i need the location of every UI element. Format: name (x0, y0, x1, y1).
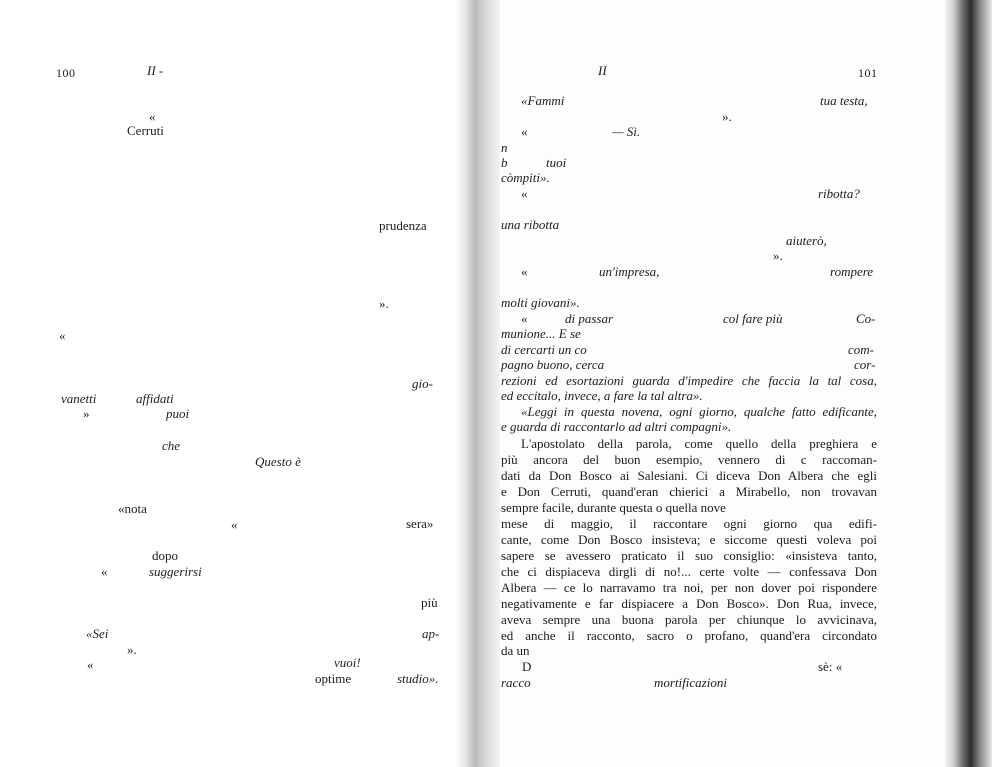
text-fragment: ». (127, 642, 137, 657)
body-line: cante, come Don Bosco insisteva; e siccome questi voleva poi (501, 532, 877, 547)
text-fragment: b (501, 155, 508, 170)
text-fragment: « (521, 186, 528, 201)
running-head-right: II (598, 63, 607, 78)
text-fragment: un'impresa, (599, 264, 660, 279)
text-fragment: rompere (830, 264, 874, 279)
body-line: aveva sempre una buona parola per chiunque lo avvicinava, (501, 612, 877, 627)
text-fragment: di cercarti un co (501, 342, 587, 357)
body-line: negativamente e far dispiacere a Don Bosco». Don Rua, invece, (501, 596, 877, 611)
text-fragment: prudenza (379, 218, 427, 233)
body-line: che ci dispiaceva dirgli di no!... certe volte — confessava Don (501, 564, 877, 579)
text-fragment: dopo (152, 548, 178, 563)
body-line: sempre facile, durante questa o quella nove (501, 500, 726, 515)
text-fragment: vuoi! (334, 655, 361, 670)
text-fragment: puoi (166, 406, 190, 421)
text-fragment: « (59, 328, 66, 343)
text-fragment: affidati (136, 391, 174, 406)
text-fragment: sè: « (818, 659, 843, 674)
body-line: L'apostolato della parola, come quello della preghiera e (521, 436, 877, 451)
body-line: e Don Cerruti, quand'eran chierici a Mirabello, non trovavan (501, 484, 877, 499)
text-fragment: n (501, 140, 508, 155)
text-fragment: com- (848, 342, 874, 357)
text-fragment: « (521, 124, 528, 139)
body-line: più ancora del buon esempio, vennero di c raccoman- (501, 452, 877, 467)
text-fragment: còmpiti». (501, 170, 550, 185)
text-fragment: Questo è (255, 454, 301, 469)
text-fragment: — Sì. (612, 124, 641, 139)
text-fragment: più (421, 595, 438, 610)
text-fragment: optime (315, 671, 352, 686)
body-line: «Leggi in questa novena, ogni giorno, qualche fatto edificante, (521, 404, 877, 419)
text-fragment: ribotta? (818, 186, 860, 201)
text-fragment: studio». (397, 671, 439, 686)
book-gutter-shadow (455, 0, 505, 767)
text-fragment: «nota (118, 501, 147, 516)
body-line: ed anche il racconto, sacro o profano, quand'era circondato (501, 628, 877, 643)
text-fragment: col fare più (723, 311, 783, 326)
text-fragment: suggerirsi (149, 564, 202, 579)
text-fragment: sera» (406, 516, 434, 531)
body-line: da un (501, 643, 530, 658)
body-line: dati da Don Bosco ai Salesiani. Ci diceva Don Albera che egli (501, 468, 877, 483)
text-fragment: ». (773, 248, 783, 263)
text-fragment: Co- (856, 311, 876, 326)
text-fragment: molti giovani». (501, 295, 580, 310)
text-fragment: ». (722, 109, 732, 124)
text-fragment: di passar (565, 311, 614, 326)
text-fragment: ». (379, 296, 389, 311)
text-fragment: cor- (854, 357, 876, 372)
text-fragment: gio- (412, 376, 433, 391)
page-number-right: 101 (858, 66, 878, 80)
text-fragment: mortificazioni (654, 675, 727, 690)
text-fragment: « (101, 564, 108, 579)
book-page-edge (945, 0, 992, 767)
text-fragment: «Fammi (521, 93, 565, 108)
text-fragment: che (162, 438, 181, 453)
text-fragment: munione... E se (501, 326, 581, 341)
running-head-left: II - (147, 63, 164, 78)
text-fragment: D (522, 659, 532, 674)
text-fragment: « (521, 264, 528, 279)
text-fragment: » (83, 406, 90, 421)
text-fragment: tua testa, (820, 93, 868, 108)
text-fragment: « (231, 517, 238, 532)
body-line: rezioni ed esortazioni guarda d'impedire che faccia la tal cosa, (501, 373, 877, 388)
page-number-left: 100 (56, 66, 76, 80)
body-line: Albera — ce lo narravamo tra noi, per non dover poi rispondere (501, 580, 877, 595)
left-page (0, 0, 460, 767)
text-fragment: pagno buono, cerca (501, 357, 605, 372)
text-fragment: « (87, 657, 94, 672)
body-line: e guarda di raccontarlo ad altri compagni». (501, 419, 732, 434)
body-line: mese di maggio, il raccontare ogni giorno qua edifi- (501, 516, 877, 531)
text-fragment: ap- (422, 626, 440, 641)
text-fragment: una ribotta (501, 217, 560, 232)
text-fragment: Cerruti (127, 123, 164, 138)
text-fragment: « (521, 311, 528, 326)
text-fragment: racco (501, 675, 531, 690)
text-fragment: tuoi (546, 155, 567, 170)
text-fragment: vanetti (61, 391, 97, 406)
text-fragment: aiuterò, (786, 233, 827, 248)
text-fragment: « (149, 109, 156, 124)
body-line: sapere se avessero praticato il suo consiglio: «insisteva tanto, (501, 548, 877, 563)
body-line: ed eccitalo, invece, a fare la tal altra». (501, 388, 703, 403)
text-fragment: «Sei (86, 626, 109, 641)
